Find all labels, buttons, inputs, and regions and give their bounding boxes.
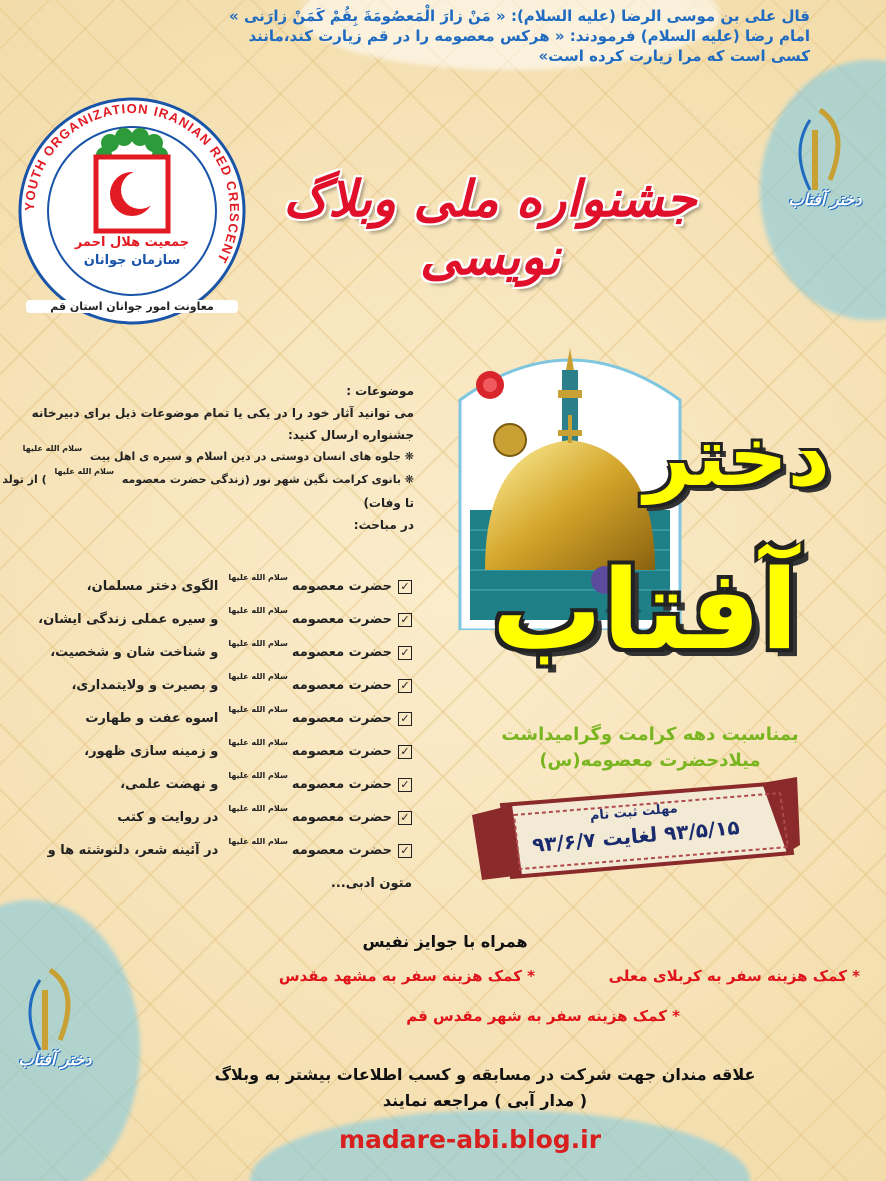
festival-title: جشنواره ملی وبلاگ نویسی [283, 170, 697, 286]
list-item-honor: سلام الله علیها [228, 573, 288, 582]
blog-url-link[interactable]: madare-abi.blog.ir [338, 1125, 602, 1154]
list-item-tail: و سیره عملی زندگی ایشان، [38, 612, 219, 627]
footer-line-1: علاقه مندان جهت شرکت در مسابقه و کسب اطلاعات بیشتر به وبلاگ [214, 1065, 756, 1084]
list-item-name: حضرت معصومه [291, 678, 392, 693]
list-item-name: حضرت معصومه [291, 711, 392, 726]
logo-sub-fa: معاونت امور جوانان استان قم [26, 300, 238, 313]
hadith-line-3: کسی است که مرا زیارت کرده است» [538, 47, 810, 65]
topic-item-2-text: ❋ بانوی کرامت نگین شهر نور (زندگی حضرت معصومه [121, 473, 414, 486]
hadith-line-2: امام رضا (علیه السلام) فرمودند: « هرکس معصومه را در قم زیارت کند،مانند [248, 27, 810, 45]
list-item-name: حضرت معصومه [291, 777, 392, 792]
corner-logo-bottom-left [0, 960, 110, 1090]
checkbox-icon: ✓ [398, 745, 412, 759]
list-item-tail: در آئینه شعر، دلنوشته ها و [47, 843, 219, 858]
hadith-line-1: قال علی بن موسی الرضا (علیه السلام): « مَنْ زارَ الْمَعصُومَةَ بِقُمْ کَمَنْ زارَنی » [229, 7, 810, 25]
topic-item-2-tail: ) از تولد [2, 473, 47, 486]
list-item-tail: و نهضت علمی، [120, 777, 219, 792]
list-item [12, 570, 412, 603]
topic-item-1-honor: سلام الله علیها [22, 444, 83, 453]
topic-item-2 [2, 467, 414, 492]
list-item [12, 636, 412, 669]
topic-item-2-honor: سلام الله علیها [54, 467, 114, 476]
red-crescent-youth-logo [16, 95, 248, 327]
topic-item-1-text: ❋ جلوه های انسان دوستی در دین اسلام و سیره ی اهل بیت [89, 450, 414, 463]
corner-logo-text: دختر آفتاب [788, 190, 862, 209]
occasion-text [450, 722, 850, 774]
topic-item-1 [12, 446, 414, 469]
discussions-label: در مباحث: [353, 518, 414, 532]
discussion-checklist [12, 570, 412, 900]
main-title-line-2: آفتاب [491, 546, 799, 674]
list-item-honor: سلام الله علیها [228, 837, 288, 846]
footer-line-2: ( مدار آبی ) مراجعه نمایند [382, 1091, 588, 1110]
topics-title: موضوعات : [346, 384, 414, 398]
checkbox-icon: ✓ [398, 778, 412, 792]
prize-item-1: * کمک هزینه سفر به کربلای معلی [608, 967, 860, 985]
list-ending: متون ادبی... [330, 876, 412, 891]
list-item-honor: سلام الله علیها [228, 606, 288, 615]
topics-block [2, 380, 414, 536]
list-item [12, 834, 412, 867]
list-item-name: حضرت معصومه [291, 645, 392, 660]
topics-intro-1: می توانید آثار خود را در یکی یا تمام موضوعات ذیل برای دبیرخانه [31, 406, 414, 420]
list-item-name: حضرت معصومه [291, 744, 392, 759]
occasion-line-2: میلادحضرت معصومه(س) [539, 750, 761, 771]
list-item-honor: سلام الله علیها [228, 804, 288, 813]
list-item-tail: الگوی دختر مسلمان، [86, 579, 219, 594]
list-item-tail: و شناخت شان و شخصیت، [50, 645, 219, 660]
list-item-tail: در روایت و کتب [117, 810, 219, 825]
list-item-name: حضرت معصومه [291, 810, 392, 825]
header-hadith [130, 6, 810, 66]
checkbox-icon: ✓ [398, 712, 412, 726]
list-item [12, 603, 412, 636]
list-item [12, 801, 412, 834]
deadline-dates: ۹۳/۵/۱۵ لغایت ۹۳/۶/۷ [531, 814, 741, 857]
list-item-tail: و زمینه سازی ظهور، [84, 744, 219, 759]
list-item-name: حضرت معصومه [291, 612, 392, 627]
list-item-tail: اسوه عفت و طهارت [85, 711, 219, 726]
topic-item-2-end: تا وفات) [363, 496, 414, 510]
list-item [12, 669, 412, 702]
list-item-honor: سلام الله علیها [228, 738, 288, 747]
list-item-honor: سلام الله علیها [228, 672, 288, 681]
list-item-name: حضرت معصومه [291, 843, 392, 858]
checkbox-icon: ✓ [398, 811, 412, 825]
logo-org-fa: سازمان جوانان [83, 253, 181, 268]
prizes-title: همراه با جوایز نفیس [362, 932, 528, 951]
checkbox-icon: ✓ [398, 613, 412, 627]
prize-item-2: * کمک هزینه سفر به مشهد مقدس [278, 967, 535, 985]
deadline-label: مهلت ثبت نام [589, 801, 679, 824]
checkbox-icon: ✓ [398, 679, 412, 693]
corner-logo-text: دختر آفتاب [18, 1050, 92, 1069]
checkbox-icon: ✓ [398, 844, 412, 858]
list-item [12, 768, 412, 801]
logo-ring-text: YOUTH ORGANIZATION IRANIAN RED CRESCENT [21, 100, 243, 267]
list-item-honor: سلام الله علیها [228, 639, 288, 648]
logo-name-fa: جمعیت هلال احمر [74, 235, 190, 250]
footer-text [150, 1062, 820, 1114]
prize-item-3: * کمک هزینه سفر به شهر مقدس قم [406, 1007, 680, 1025]
topics-intro-2: جشنواره ارسال کنید: [288, 428, 414, 442]
occasion-line-1: بمناسبت دهه کرامت وگرامیداشت [501, 724, 799, 745]
checkbox-icon: ✓ [398, 580, 412, 594]
list-item [12, 735, 412, 768]
list-item-honor: سلام الله علیها [228, 705, 288, 714]
list-item-tail: و بصیرت و ولایتمداری، [71, 678, 219, 693]
checkbox-icon: ✓ [398, 646, 412, 660]
list-item-name: حضرت معصومه [291, 579, 392, 594]
corner-logo-top-right [770, 100, 880, 230]
list-item-honor: سلام الله علیها [228, 771, 288, 780]
main-title-line-1: دختر [644, 410, 830, 505]
list-item [12, 702, 412, 735]
